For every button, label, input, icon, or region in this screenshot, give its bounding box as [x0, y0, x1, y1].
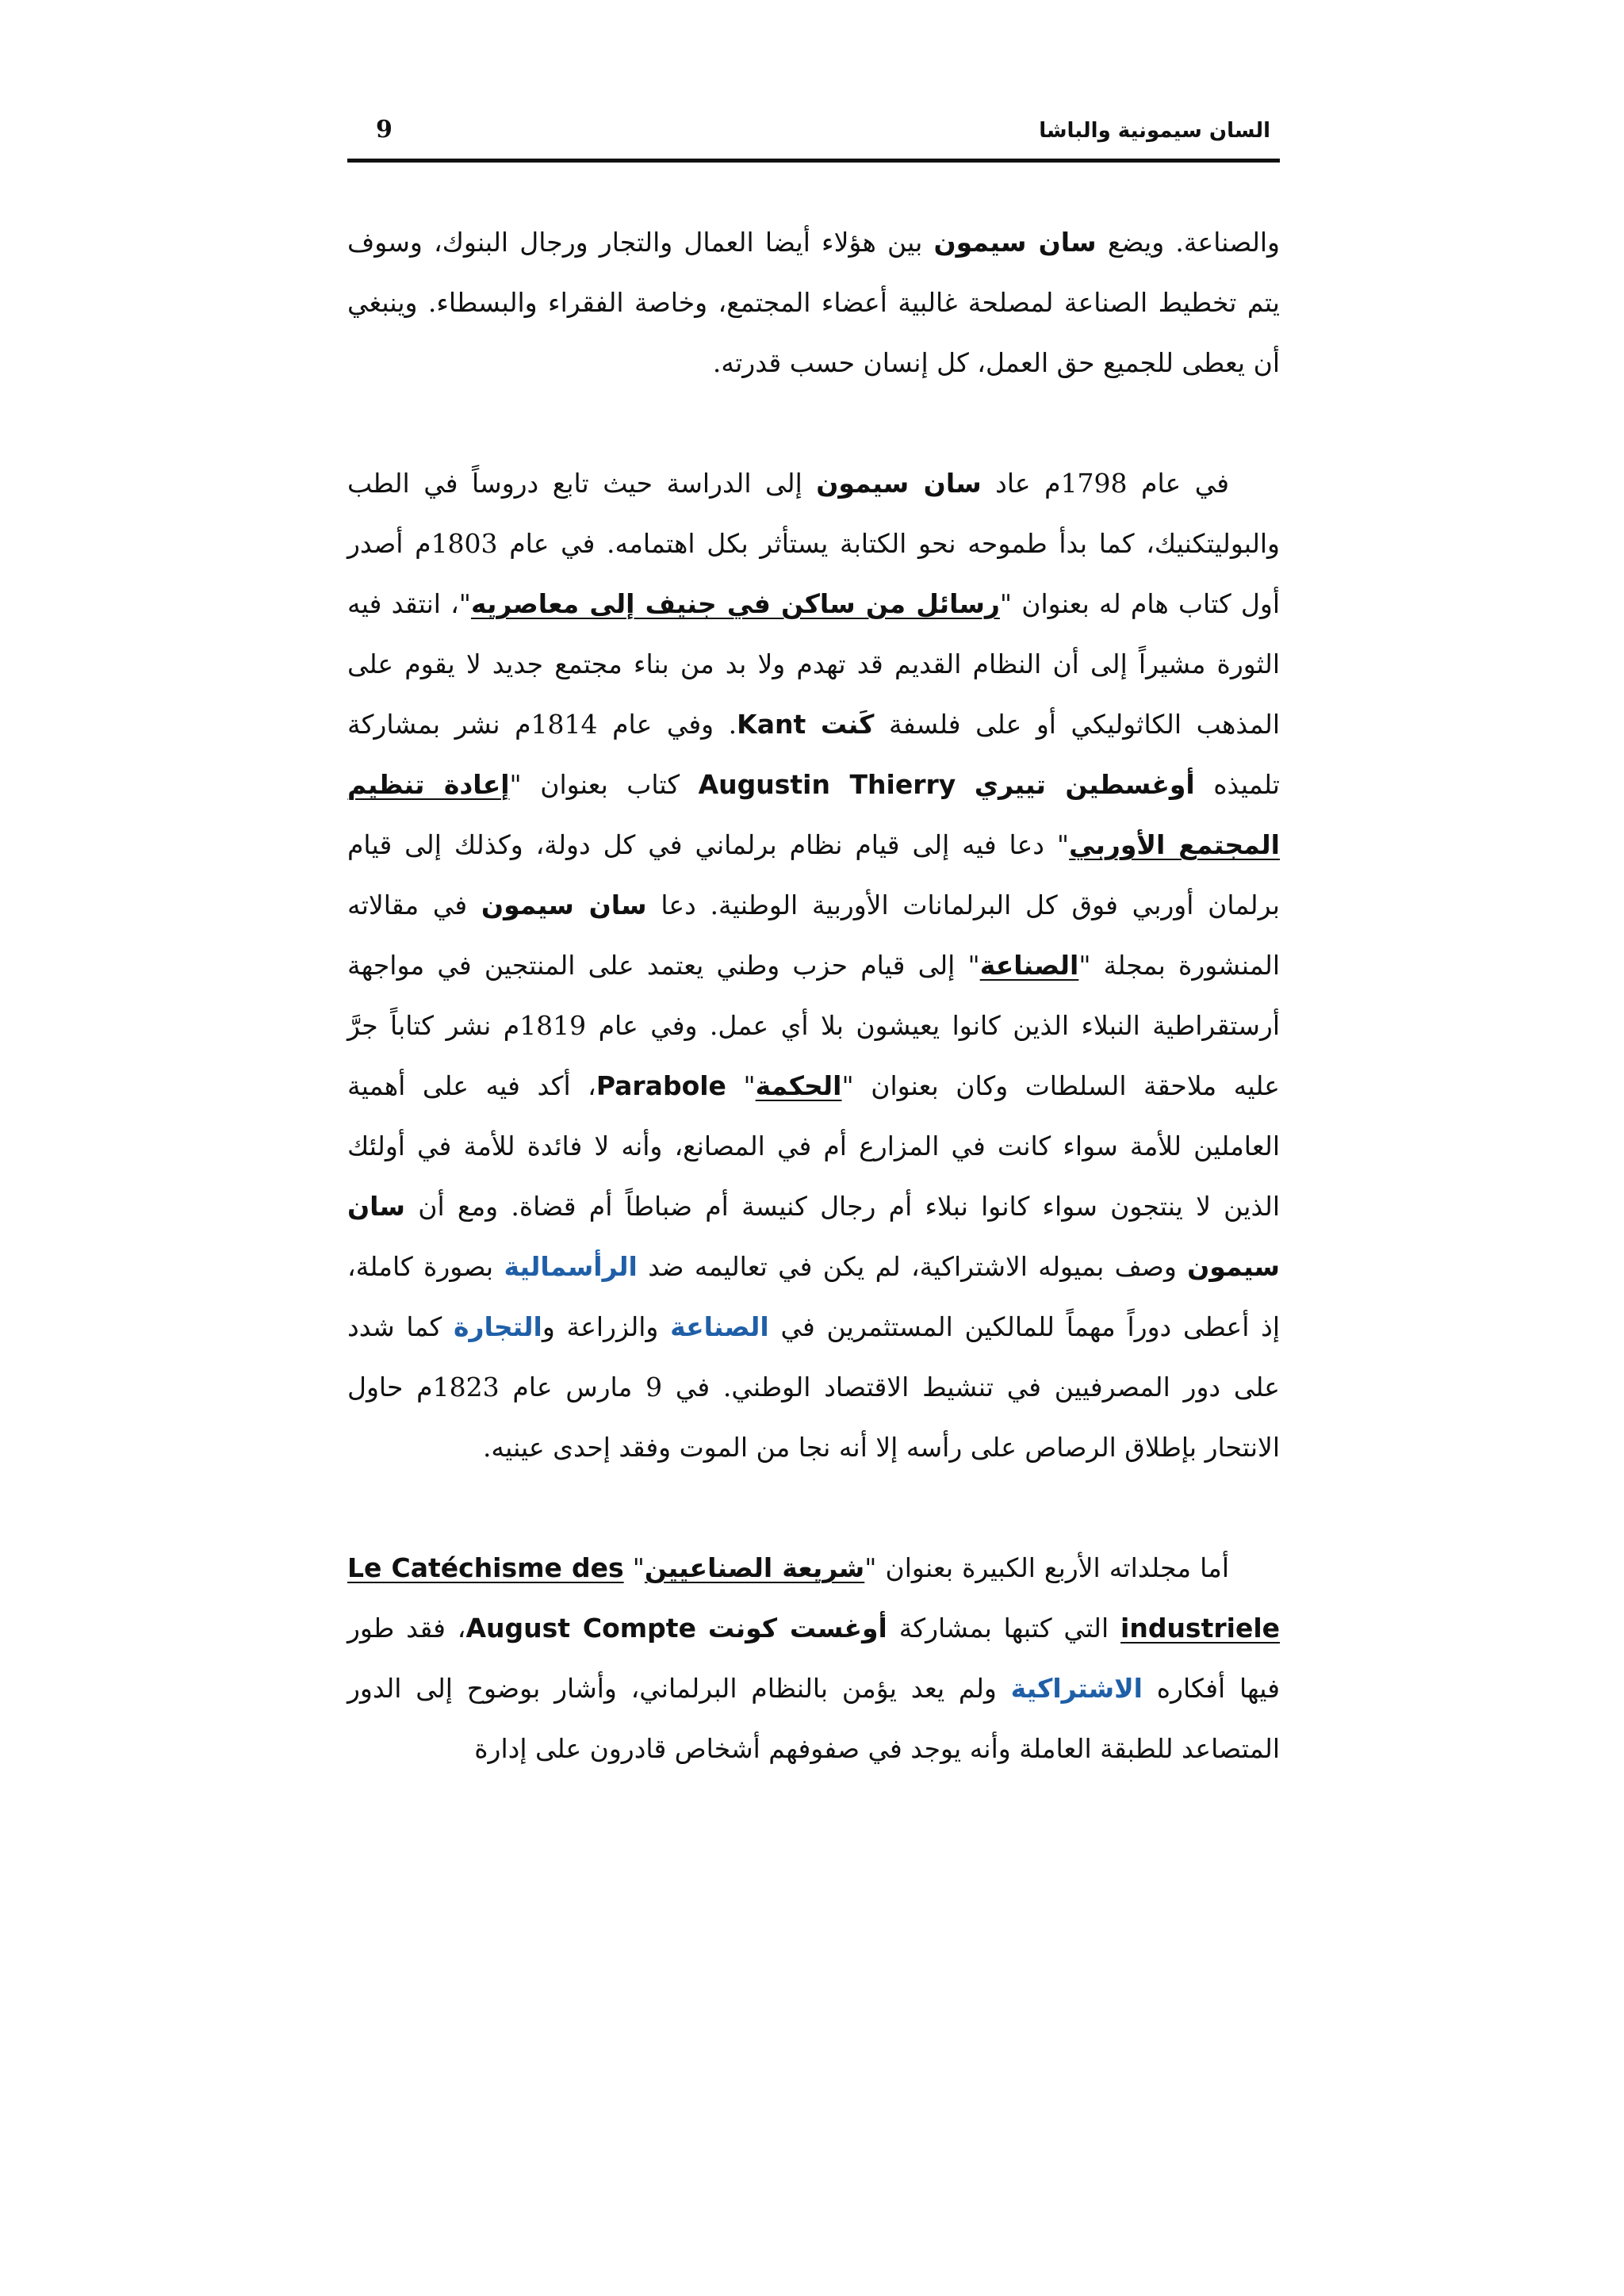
paragraph-1: [347, 212, 1280, 393]
text-run: كتاب بعنوان ": [509, 769, 699, 800]
text-run: والصناعة. ويضع: [1096, 227, 1280, 258]
underlined-title: الحكمة: [755, 1070, 842, 1101]
text-run: بصورة كاملة، إذ أعطى دوراً مهماً للمالكين المستثمرين في: [347, 1251, 1280, 1342]
text-run: أما مجلداته الأربع الكبيرة بعنوان ": [864, 1552, 1230, 1583]
bold-name: سان سيمون: [347, 1191, 1281, 1282]
page-header: [347, 109, 1280, 151]
latin-name: Parabole: [596, 1070, 726, 1101]
text-run: ": [726, 1070, 756, 1101]
text-run: ولم يعد يؤمن بالنظام البرلماني، وأشار بوضوح إلى الدور المتصاعد للطبقة العاملة وأنه يوجد في صفوفهم أشخاص قادرون على إدارة: [347, 1673, 1280, 1764]
bold-name: سان سيمون: [481, 890, 647, 920]
wiki-link-industry[interactable]: الصناعة: [670, 1311, 769, 1342]
text-run: في مقالاته المنشورة بمجلة ": [347, 890, 1281, 981]
underlined-title: شريعة الصناعيين: [644, 1552, 865, 1583]
paragraph-2: [347, 453, 1280, 1478]
text-run: ، أكد فيه على أهمية العاملين للأمة سواء كانت في المزارع أم في المصانع، وأنه لا فائدة للأمة في أولئك الذين لا ينتجون سواء كانوا نبلاء أم رجال كنيسة أم ضباطاً أم قضاة. ومع أن: [347, 1070, 1280, 1222]
text-run: والزراعة و: [542, 1311, 671, 1342]
underlined-title: الصناعة: [979, 950, 1079, 981]
bold-name: سان سيمون: [816, 468, 982, 499]
text-run: ": [623, 1552, 645, 1583]
text-run: ، فقد طور فيها أفكاره: [347, 1613, 1280, 1704]
text-run: " إلى قيام حزب وطني يعتمد على المنتجين في مواجهة أرستقراطية النبلاء الذين كانوا يعيشون بلا أي عمل. وفي عام 1819م نشر كتاباً جرَّ عليه ملاحقة السلطات وكان بعنوان ": [347, 950, 1280, 1101]
text-run: بين هؤلاء أيضا العمال والتجار ورجال البنوك، وسوف يتم تخطيط الصناعة لمصلحة غالبية أعضاء المجتمع، وخاصة الفقراء والبسطاء. وينبغي أن يعطى للجميع حق العمل، كل إنسان حسب قدرته.: [347, 227, 1280, 378]
bold-name: كَنت: [820, 709, 875, 740]
wiki-link-socialism[interactable]: الاشتراكية: [1010, 1673, 1143, 1704]
latin-name: Augustin Thierry: [698, 769, 956, 800]
page-number: 9: [376, 116, 393, 144]
text-run: وصف بميوله الاشتراكية، لم يكن في تعاليمه ضد: [637, 1251, 1188, 1282]
text-run: إلى الدراسة حيث تابع دروساً في الطب والبوليتكنيك، كما بدأ طموحه نحو الكتابة يستأثر بكل اهتمامه. في عام 1803م أصدر أول كتاب هام له بعنوان ": [347, 468, 1281, 619]
header-rule: [347, 159, 1280, 163]
text-run: التي كتبها بمشاركة: [887, 1613, 1121, 1644]
body-text: [347, 212, 1280, 1839]
running-title: السان سيمونية والباشا: [1039, 119, 1270, 143]
wiki-link-capitalism[interactable]: الرأسمالية: [504, 1251, 638, 1282]
wiki-link-commerce[interactable]: التجارة: [454, 1311, 542, 1342]
bold-name: أوغسطين تييري: [974, 769, 1195, 800]
text-run: "، انتقد فيه الثورة مشيراً إلى أن النظام القديم قد تهدم ولا بد من بناء مجتمع جديد لا يقوم على المذهب الكاثوليكي أو على فلسفة: [347, 588, 1281, 740]
latin-name: August Compte: [465, 1613, 696, 1644]
text-run: كما شدد على دور المصرفيين في تنشيط الاقتصاد الوطني. في 9 مارس عام 1823م حاول الانتحار بإطلاق الرصاص على رأسه إلا أنه نجا من الموت وفقد إحدى عينيه.: [347, 1311, 1280, 1463]
latin-title: Le Catéchisme des industriele: [347, 1552, 1281, 1644]
text-run: في عام 1798م عاد: [981, 468, 1230, 499]
text-run: " دعا فيه إلى قيام نظام برلماني في كل دولة، وكذلك إلى قيام برلمان أوربي فوق كل البرلمانات الأوربية الوطنية. دعا: [347, 829, 1280, 920]
bold-name: أوغست كونت: [707, 1613, 887, 1644]
document-page: [347, 95, 1280, 2236]
latin-name: Kant: [737, 709, 806, 740]
bold-name: سان سيمون: [933, 227, 1097, 258]
paragraph-3: [347, 1538, 1280, 1779]
underlined-title: إعادة تنظيم المجتمع الأوربي: [347, 769, 1280, 860]
underlined-title: رسائل من ساكن في جنيف إلى معاصريه: [470, 588, 1000, 619]
text-run: . وفي عام 1814م نشر بمشاركة تلميذه: [347, 709, 1280, 800]
